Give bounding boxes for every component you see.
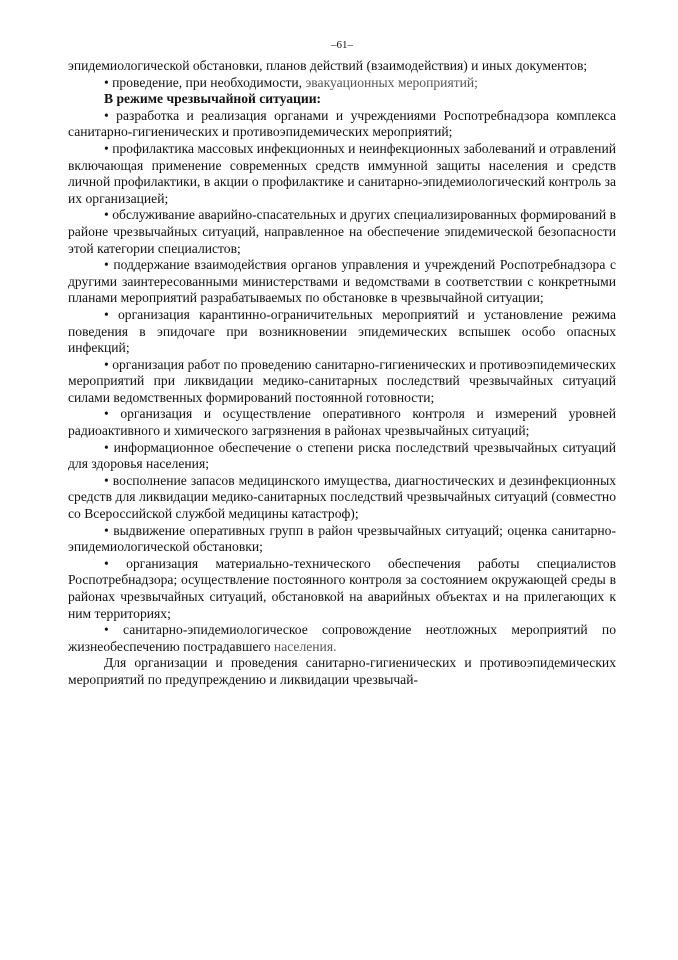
list-item: • поддержание взаимодействия органов управления и учреждений Роспотребнадзора с другими заинтересованными министерствами и ведомствами в соответствии с конкретными планами мероприятий разрабатываемых по обстановке в чрезвычайной ситуации; bbox=[68, 257, 616, 306]
list-item: • восполнение запасов медицинского имущества, диагностических и дезинфекционных средств для ликвидации медико-санитарных последствий чрезвычайных ситуаций (совместно со Всероссийской службой медицины катастроф); bbox=[68, 472, 616, 522]
list-item: • разработка и реализация органами и учреждениями Роспотребнадзора комплекса санитарно-гигиенических и противоэпидемических мероприятий; bbox=[68, 107, 616, 140]
list-item: • обслуживание аварийно-спасательных и других специализированных формирований в районе чрезвычайных ситуаций, направленное на обеспечение эпидемической безопасности этой категории специалистов; bbox=[68, 207, 616, 256]
list-item: • организация и осуществление оперативного контроля и измерений уровней радиоактивного и химического загрязнения в районах чрезвычайных ситуаций; bbox=[68, 406, 616, 439]
document-body bbox=[68, 58, 616, 689]
list-item-evacuation bbox=[68, 75, 616, 92]
list-item: • организация материально-технического обеспечения работы специалистов Роспотребнадзора; осуществление постоянного контроля за состоянием окружающей среды в районах чрезвычайных ситуаций, обстановкой на аварийных объектах и на прилегающих к ним территориях; bbox=[68, 555, 616, 621]
list-item: • организация карантинно-ограничительных мероприятий и установление режима поведения в эпидочаге при возникновении эпидемических вспышек особо опасных инфекций; bbox=[68, 306, 616, 356]
list-item: • профилактика массовых инфекционных и неинфекционных заболеваний и отравлений включающая применение современных средств иммунной защиты населения и средств личной профилактики, в акции о профилактике и санитарно-эпидемиологический контроль за их организацией; bbox=[68, 140, 616, 206]
list-item-population bbox=[68, 622, 616, 655]
list-item: • выдвижение оперативных групп в район чрезвычайных ситуаций; оценка санитарно-эпидемиологической обстановки; bbox=[68, 522, 616, 555]
page-number: –61– bbox=[331, 39, 353, 51]
paragraph: Для организации и проведения санитарно-гигиенических и противоэпидемических мероприятий по предупреждению и ликвидации чрезвычай- bbox=[68, 655, 616, 687]
list-item: • организация работ по проведению санитарно-гигиенических и противоэпидемических мероприятий при ликвидации медико-санитарных последствий чрезвычайных ситуаций силами ведомственных формирований постоянной готовности; bbox=[68, 356, 616, 405]
list-item-text: • санитарно-эпидемиологическое сопровождение неотложных мероприятий по жизнеобеспечению пострадавшего bbox=[68, 622, 616, 654]
muted-text: эвакуационных мероприятий; bbox=[305, 74, 478, 90]
paragraph-continuation: эпидемиологической обстановки, планов действий (взаимодействия) и иных документов; bbox=[68, 58, 588, 73]
muted-text: населения. bbox=[273, 638, 337, 654]
section-heading: В режиме чрезвычайной ситуации: bbox=[104, 91, 322, 107]
document-page bbox=[68, 38, 616, 689]
list-item: • информационное обеспечение о степени риска последствий чрезвычайных ситуаций для здоровья населения; bbox=[68, 439, 616, 472]
list-item-text: • проведение, при необходимости, bbox=[104, 74, 306, 90]
